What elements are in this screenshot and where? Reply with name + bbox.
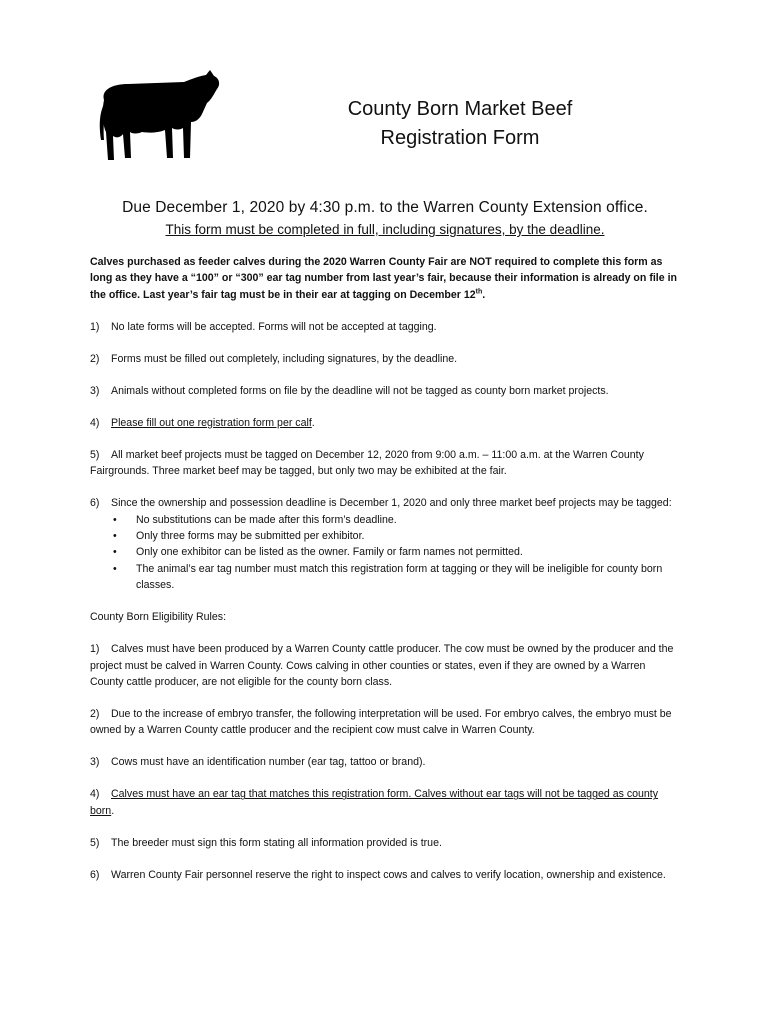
due-date-line: Due December 1, 2020 by 4:30 p.m. to the Warren County Extension office.: [122, 199, 648, 216]
rule-text: No late forms will be accepted. Forms will not be accepted at tagging.: [111, 320, 437, 333]
rule-text: Due to the increase of embryo transfer, the following interpretation will be used. For embryo calves, the embryo must be owned by a Warren County cattle producer and the recipient cow must calve in Warren County.: [90, 708, 672, 737]
eligibility-rule-3: [90, 754, 680, 770]
rule-number: 4): [90, 788, 100, 801]
eligibility-rule-6: [90, 867, 680, 883]
rule-4: [90, 415, 680, 431]
rule-number: 6): [90, 497, 100, 510]
rule-number: 5): [90, 448, 100, 461]
form-body: [90, 254, 680, 899]
intro-end: .: [482, 288, 486, 301]
rule-number: 3): [90, 384, 100, 397]
rule-number: 1): [90, 643, 100, 656]
rule-number: 5): [90, 836, 100, 849]
rule-text: Calves must have been produced by a Warren County cattle producer. The cow must be owned by the producer and the project must be calved in Warren County. Cows calving in other counties or states, even if they are owned by a Warren County cattle producer, are not eligible for the county born class.: [90, 643, 674, 689]
rule-1: [90, 319, 680, 335]
intro-paragraph: [90, 254, 680, 303]
rule-text: Warren County Fair personnel reserve the right to inspect cows and calves to verify location, ownership and existence.: [111, 868, 666, 881]
bullet-item: • No substitutions can be made after this form’s deadline.: [90, 512, 680, 528]
eligibility-rule-4: [90, 786, 680, 819]
rule-text: Animals without completed forms on file by the deadline will not be tagged as county born market projects.: [111, 384, 609, 397]
rule-text: Cows must have an identification number (ear tag, tattoo or brand).: [111, 756, 426, 769]
eligibility-rule-1: [90, 641, 680, 690]
form-title: [300, 95, 620, 153]
eligibility-rule-2: [90, 706, 680, 739]
completion-notice: This form must be completed in full, including signatures, by the deadline.: [165, 222, 605, 237]
intro-superscript: th: [475, 288, 483, 296]
rule-6: [90, 495, 680, 511]
rule-3: [90, 383, 680, 399]
eligibility-rule-5: [90, 835, 680, 851]
bullet-item: • The animal’s ear tag number must match this registration form at tagging or they will be ineligible for county born classes.: [90, 561, 680, 594]
bullet-item: • Only three forms may be submitted per exhibitor.: [90, 528, 680, 544]
title-line-2: Registration Form: [380, 127, 540, 149]
rule-text: All market beef projects must be tagged on December 12, 2020 from 9:00 a.m. – 11:00 a.m. at the Warren County Fairgrounds. Three market beef may be tagged, but only two may be exhibited at the fair.: [90, 448, 644, 478]
title-line-1: County Born Market Beef: [347, 98, 573, 120]
rule-text: The breeder must sign this form stating all information provided is true.: [111, 836, 442, 849]
rule-number: 6): [90, 868, 100, 881]
rule-5: [90, 447, 680, 480]
intro-text: Calves purchased as feeder calves during the 2020 Warren County Fair are NOT required to complete this form as long as they have a “100” or “300” ear tag number from last year’s fair, because their information is already on file in the office. Last year’s fair tag must be in their ear at tagging on December 12: [90, 256, 677, 301]
rule-text: Since the ownership and possession deadline is December 1, 2020 and only three market beef projects may be tagged:: [111, 497, 672, 510]
rule-number: 1): [90, 320, 100, 333]
cow-silhouette-icon: [98, 70, 222, 166]
rule-end: .: [111, 804, 115, 817]
rule-number: 2): [90, 352, 100, 365]
rule-number: 3): [90, 756, 100, 769]
rule-number: 4): [90, 416, 100, 429]
rule-2: [90, 351, 680, 367]
rule-number: 2): [90, 708, 100, 721]
rule-text: Please fill out one registration form per calf: [111, 416, 312, 429]
rule-text: Forms must be filled out completely, including signatures, by the deadline.: [111, 352, 458, 365]
rule-text: Calves must have an ear tag that matches this registration form. Calves without ear tags will not be tagged as county born: [90, 788, 659, 817]
tagging-bullets: [90, 512, 680, 594]
eligibility-heading: County Born Eligibility Rules:: [90, 611, 227, 624]
rule-end: .: [311, 416, 315, 429]
bullet-item: • Only one exhibitor can be listed as the owner. Family or farm names not permitted.: [90, 544, 680, 560]
